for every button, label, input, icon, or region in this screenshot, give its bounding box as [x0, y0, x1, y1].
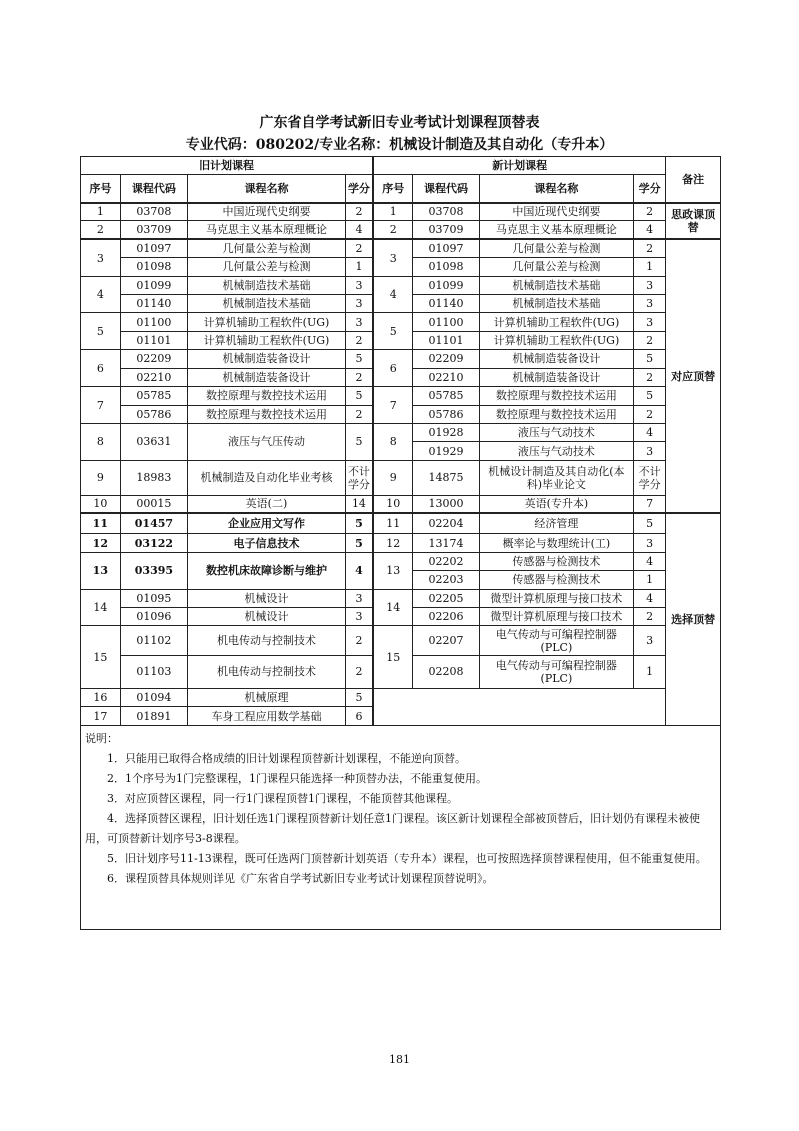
old-credit: 5	[345, 688, 373, 706]
table-row	[81, 313, 721, 331]
old-name: 电子信息技术	[188, 534, 346, 552]
old-code: 02209	[120, 350, 188, 368]
page-number: 181	[389, 1053, 410, 1066]
new-code: 02202	[413, 552, 479, 570]
new-seq: 6	[373, 350, 413, 387]
old-credit: 5	[345, 387, 373, 405]
old-plan-header: 旧计划课程	[81, 157, 374, 175]
old-seq-header: 序号	[81, 175, 121, 203]
table-row	[81, 688, 721, 706]
new-name: 机械制造技术基础	[479, 295, 633, 313]
old-code: 02210	[120, 368, 188, 386]
old-seq: 12	[81, 534, 121, 552]
old-code: 01891	[120, 707, 188, 726]
new-code: 02207	[413, 626, 479, 656]
new-code: 13000	[413, 495, 479, 513]
old-seq: 17	[81, 707, 121, 726]
remark-optional: 选择顶替	[666, 513, 721, 725]
old-name: 机械制造装备设计	[188, 368, 346, 386]
new-seq: 8	[373, 423, 413, 460]
old-credit: 2	[345, 626, 373, 656]
table-row	[81, 495, 721, 513]
new-credit-header: 学分	[634, 175, 666, 203]
table-row	[81, 513, 721, 533]
new-name: 液压与气动技术	[479, 442, 633, 460]
old-credit: 3	[345, 313, 373, 331]
new-credit: 3	[634, 313, 666, 331]
new-seq-header: 序号	[373, 175, 413, 203]
new-name: 液压与气动技术	[479, 423, 633, 441]
old-name: 机械设计	[188, 589, 346, 607]
table-row	[81, 589, 721, 607]
new-credit: 1	[634, 571, 666, 589]
note-item: 1．只能用已取得合格成绩的旧计划课程顶替新计划课程，不能逆向顶替。	[107, 752, 466, 765]
new-seq: 2	[373, 221, 413, 239]
old-credit: 5	[345, 513, 373, 533]
old-code: 01457	[120, 513, 188, 533]
old-seq: 6	[81, 350, 121, 387]
old-seq: 1	[81, 203, 121, 221]
old-code: 01097	[120, 239, 188, 257]
new-credit: 2	[634, 331, 666, 349]
new-name: 机械制造技术基础	[479, 276, 633, 294]
old-seq: 13	[81, 552, 121, 589]
table-row	[81, 221, 721, 239]
old-seq: 3	[81, 239, 121, 276]
new-name: 机械设计制造及其自动化(本科)毕业论文	[479, 460, 633, 495]
new-name: 微型计算机原理与接口技术	[479, 589, 633, 607]
new-seq: 4	[373, 276, 413, 313]
old-credit: 2	[345, 368, 373, 386]
empty-new-cell	[373, 688, 666, 725]
new-credit: 4	[634, 552, 666, 570]
old-seq: 5	[81, 313, 121, 350]
new-name: 电气传动与可编程控制器(PLC)	[479, 626, 633, 656]
note-item: 5．旧计划序号11-13课程，既可任选两门顶替新计划英语（专升本）课程，也可按照选择顶替课程使用，但不能重复使用。	[107, 852, 707, 865]
new-credit: 4	[634, 589, 666, 607]
new-name: 传感器与检测技术	[479, 552, 633, 570]
new-credit: 3	[634, 442, 666, 460]
new-name: 微型计算机原理与接口技术	[479, 607, 633, 625]
page-subtitle: 专业代码：080202/专业名称：机械设计制造及其自动化（专升本）	[185, 137, 614, 153]
old-name: 车身工程应用数学基础	[188, 707, 346, 726]
note-item: 2．1个序号为1门完整课程，1门课程只能选择一种顶替办法，不能重复使用。	[107, 772, 487, 785]
old-credit: 4	[345, 221, 373, 239]
new-seq: 9	[373, 460, 413, 495]
new-credit: 3	[634, 295, 666, 313]
old-name: 马克思主义基本原理概论	[188, 221, 346, 239]
new-plan-header: 新计划课程	[373, 157, 666, 175]
new-code: 03709	[413, 221, 479, 239]
course-replacement-table	[80, 156, 721, 726]
new-name: 几何量公差与检测	[479, 258, 633, 276]
new-credit: 2	[634, 405, 666, 423]
new-credit: 2	[634, 203, 666, 221]
old-credit: 5	[345, 534, 373, 552]
new-code: 14875	[413, 460, 479, 495]
old-credit: 4	[345, 552, 373, 589]
old-name: 机电传动与控制技术	[188, 626, 346, 656]
new-credit: 3	[634, 626, 666, 656]
new-seq: 5	[373, 313, 413, 350]
old-name: 机电传动与控制技术	[188, 656, 346, 689]
notes-label: 说明：	[85, 732, 118, 745]
new-credit: 2	[634, 239, 666, 257]
old-credit: 3	[345, 607, 373, 625]
new-credit: 2	[634, 368, 666, 386]
new-code-header: 课程代码	[413, 175, 479, 203]
old-name: 几何量公差与检测	[188, 239, 346, 257]
table-row	[81, 626, 721, 656]
old-credit: 5	[345, 350, 373, 368]
old-code: 05785	[120, 387, 188, 405]
old-name: 液压与气压传动	[188, 423, 346, 460]
new-seq: 1	[373, 203, 413, 221]
note-item: 3．对应顶替区课程，同一行1门课程顶替1门课程，不能顶替其他课程。	[107, 792, 458, 805]
new-credit: 1	[634, 656, 666, 689]
new-name: 机械制造装备设计	[479, 350, 633, 368]
new-code: 01099	[413, 276, 479, 294]
new-seq: 7	[373, 387, 413, 424]
new-credit: 4	[634, 221, 666, 239]
new-seq: 14	[373, 589, 413, 626]
new-credit: 4	[634, 423, 666, 441]
old-name: 机械制造及自动化毕业考核	[188, 460, 346, 495]
new-code: 02208	[413, 656, 479, 689]
new-name: 数控原理与数控技术运用	[479, 387, 633, 405]
old-code: 01096	[120, 607, 188, 625]
new-code: 01101	[413, 331, 479, 349]
table-row	[81, 460, 721, 495]
old-name: 机械制造装备设计	[188, 350, 346, 368]
old-code: 01095	[120, 589, 188, 607]
old-name: 几何量公差与检测	[188, 258, 346, 276]
old-credit: 14	[345, 495, 373, 513]
table-row	[81, 350, 721, 368]
new-name: 计算机辅助工程软件(UG)	[479, 313, 633, 331]
old-name: 企业应用文写作	[188, 513, 346, 533]
new-credit: 7	[634, 495, 666, 513]
new-name: 概率论与数理统计(工)	[479, 534, 633, 552]
table-row	[81, 239, 721, 257]
new-code: 02204	[413, 513, 479, 533]
new-name: 数控原理与数控技术运用	[479, 405, 633, 423]
new-seq: 13	[373, 552, 413, 589]
old-credit: 2	[345, 203, 373, 221]
old-name: 机械设计	[188, 607, 346, 625]
new-code: 02210	[413, 368, 479, 386]
note-item: 4．选择顶替区课程，旧计划任选1门课程顶替新计划任意1门课程。该区新计划课程全部被顶替后，旧计划仍有课程未被使用，可顶替新计划序号3-8课程。	[85, 812, 700, 845]
page-title: 广东省自学考试新旧专业考试计划课程顶替表	[259, 115, 540, 131]
old-credit: 3	[345, 295, 373, 313]
old-name: 数控原理与数控技术运用	[188, 387, 346, 405]
old-credit: 3	[345, 276, 373, 294]
old-credit: 2	[345, 331, 373, 349]
old-seq: 8	[81, 423, 121, 460]
new-code: 01140	[413, 295, 479, 313]
new-seq: 3	[373, 239, 413, 276]
old-name: 机械制造技术基础	[188, 276, 346, 294]
new-credit: 不计学分	[634, 460, 666, 495]
old-name: 数控机床故障诊断与维护	[188, 552, 346, 589]
old-name: 计算机辅助工程软件(UG)	[188, 313, 346, 331]
old-seq: 11	[81, 513, 121, 533]
table-row	[81, 203, 721, 221]
new-name: 马克思主义基本原理概论	[479, 221, 633, 239]
note-item: 6．课程顶替具体规则详见《广东省自学考试新旧专业考试计划课程顶替说明》。	[107, 872, 494, 885]
new-name: 电气传动与可编程控制器(PLC)	[479, 656, 633, 689]
old-credit: 6	[345, 707, 373, 726]
new-code: 03708	[413, 203, 479, 221]
table-row	[81, 534, 721, 552]
new-name: 英语(专升本)	[479, 495, 633, 513]
old-credit: 3	[345, 589, 373, 607]
remark-corresponding: 对应顶替	[666, 239, 721, 513]
old-code: 01103	[120, 656, 188, 689]
old-seq: 14	[81, 589, 121, 626]
old-code: 03122	[120, 534, 188, 552]
new-code: 01098	[413, 258, 479, 276]
old-name-header: 课程名称	[188, 175, 346, 203]
old-name: 中国近现代史纲要	[188, 203, 346, 221]
new-code: 01929	[413, 442, 479, 460]
new-code: 02203	[413, 571, 479, 589]
new-name: 传感器与检测技术	[479, 571, 633, 589]
old-code: 01094	[120, 688, 188, 706]
new-credit: 1	[634, 258, 666, 276]
old-code: 05786	[120, 405, 188, 423]
new-code: 01097	[413, 239, 479, 257]
old-seq: 10	[81, 495, 121, 513]
new-name: 中国近现代史纲要	[479, 203, 633, 221]
old-code: 03631	[120, 423, 188, 460]
new-credit: 3	[634, 534, 666, 552]
old-code: 03395	[120, 552, 188, 589]
old-credit-header: 学分	[345, 175, 373, 203]
old-code-header: 课程代码	[120, 175, 188, 203]
old-code: 01102	[120, 626, 188, 656]
new-name-header: 课程名称	[479, 175, 633, 203]
old-code: 00015	[120, 495, 188, 513]
notes-section	[80, 725, 721, 930]
table-row	[81, 387, 721, 405]
old-seq: 9	[81, 460, 121, 495]
new-code: 05786	[413, 405, 479, 423]
new-seq: 10	[373, 495, 413, 513]
old-code: 01099	[120, 276, 188, 294]
old-seq: 4	[81, 276, 121, 313]
new-seq: 11	[373, 513, 413, 533]
new-code: 01100	[413, 313, 479, 331]
new-seq: 15	[373, 626, 413, 688]
table-row	[81, 552, 721, 570]
new-code: 02206	[413, 607, 479, 625]
old-credit: 1	[345, 258, 373, 276]
old-code: 01140	[120, 295, 188, 313]
old-code: 03709	[120, 221, 188, 239]
old-seq: 2	[81, 221, 121, 239]
new-code: 13174	[413, 534, 479, 552]
old-name: 计算机辅助工程软件(UG)	[188, 331, 346, 349]
new-name: 计算机辅助工程软件(UG)	[479, 331, 633, 349]
old-name: 数控原理与数控技术运用	[188, 405, 346, 423]
old-name: 机械原理	[188, 688, 346, 706]
new-credit: 5	[634, 513, 666, 533]
new-seq: 12	[373, 534, 413, 552]
old-code: 01098	[120, 258, 188, 276]
new-name: 经济管理	[479, 513, 633, 533]
new-name: 几何量公差与检测	[479, 239, 633, 257]
new-code: 05785	[413, 387, 479, 405]
new-name: 机械制造装备设计	[479, 368, 633, 386]
old-credit: 5	[345, 423, 373, 460]
old-seq: 7	[81, 387, 121, 424]
old-credit: 2	[345, 656, 373, 689]
remark-header: 备注	[666, 157, 721, 203]
old-name: 机械制造技术基础	[188, 295, 346, 313]
old-credit: 不计学分	[345, 460, 373, 495]
old-credit: 2	[345, 239, 373, 257]
remark-politics: 思政课顶替	[666, 203, 721, 240]
new-code: 02209	[413, 350, 479, 368]
old-name: 英语(二)	[188, 495, 346, 513]
new-credit: 5	[634, 350, 666, 368]
new-credit: 2	[634, 607, 666, 625]
table-row	[81, 423, 721, 441]
old-seq: 15	[81, 626, 121, 688]
old-code: 18983	[120, 460, 188, 495]
new-credit: 3	[634, 276, 666, 294]
old-code: 03708	[120, 203, 188, 221]
table-row	[81, 276, 721, 294]
old-code: 01100	[120, 313, 188, 331]
old-code: 01101	[120, 331, 188, 349]
old-seq: 16	[81, 688, 121, 706]
new-code: 01928	[413, 423, 479, 441]
new-credit: 5	[634, 387, 666, 405]
old-credit: 2	[345, 405, 373, 423]
new-code: 02205	[413, 589, 479, 607]
